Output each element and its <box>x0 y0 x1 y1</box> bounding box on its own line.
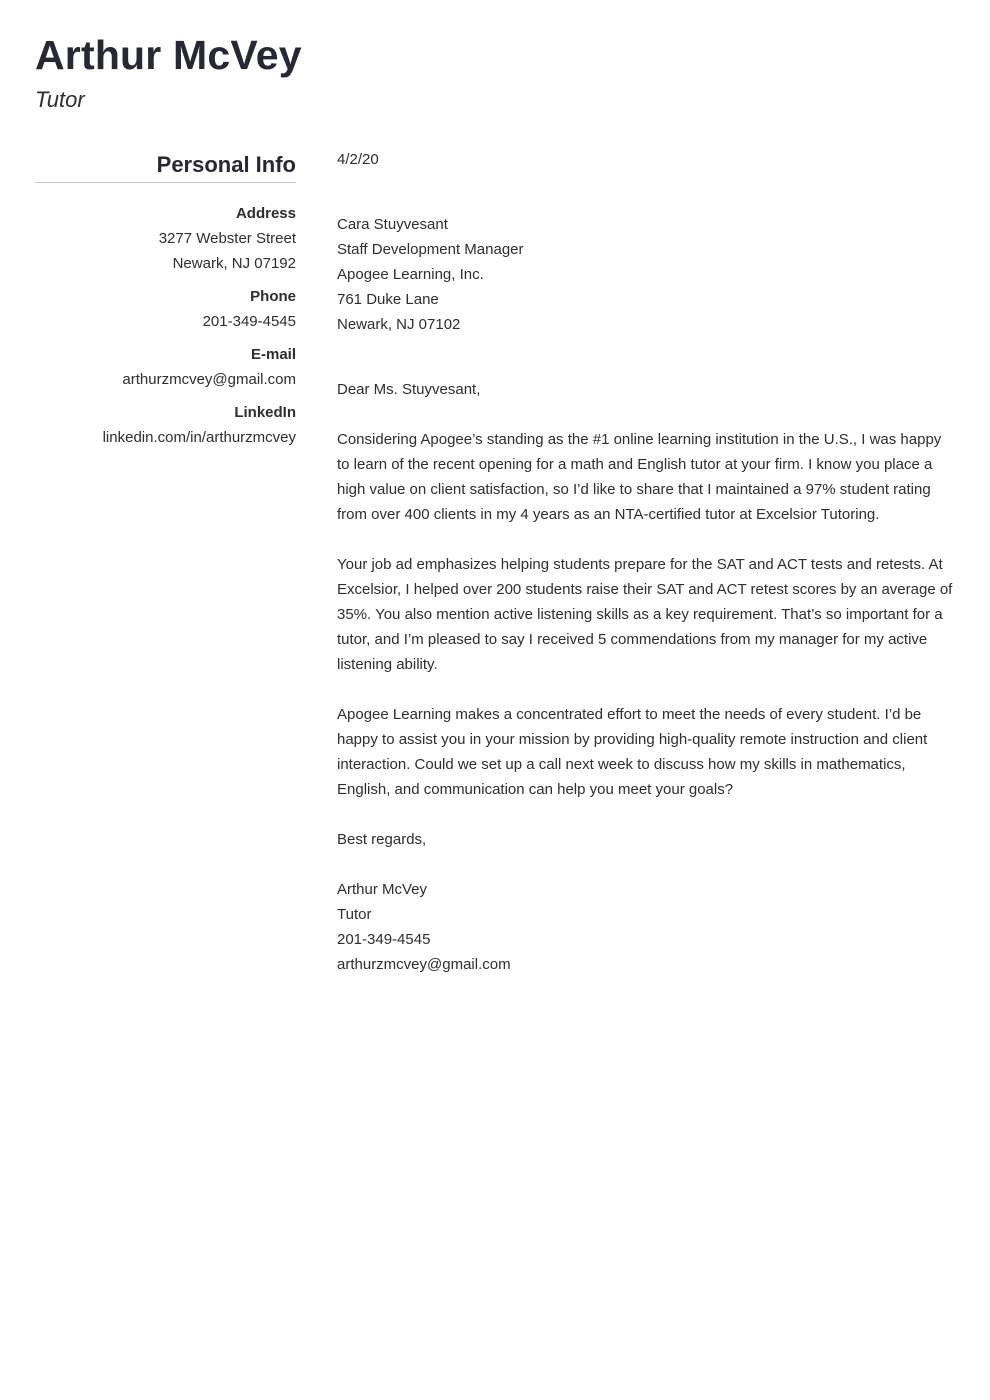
signature-name: Arthur McVey <box>337 881 428 898</box>
phone-value: 201-349-4545 <box>202 313 296 330</box>
cover-letter-body <box>337 147 957 977</box>
salutation: Dear Ms. Stuyvesant, <box>337 381 481 398</box>
resume-header <box>35 30 302 114</box>
linkedin-block <box>35 400 296 450</box>
recipient-street: 761 Duke Lane <box>337 291 439 308</box>
body-paragraph-2: Your job ad emphasizes helping students prepare for the SAT and ACT tests and retests. At Excelsior, I helped over 200 students raise their SAT and ACT retest scores by an average of 35%. You also mention active listening skills as a key requirement. That’s so important for a tutor, and I’m pleased to say I received 5 commendations from my manager for my active listening ability. <box>337 556 953 673</box>
recipient-name: Cara Stuyvesant <box>337 216 448 233</box>
address-line-2: Newark, NJ 07192 <box>172 255 296 272</box>
linkedin-value[interactable]: linkedin.com/in/arthurzmcvey <box>102 429 296 446</box>
body-paragraph-1: Considering Apogee’s standing as the #1 online learning institution in the U.S., I was happy to learn of the recent opening for a math and English tutor at your firm. I know you place a high value on client satisfaction, so I’d like to share that I maintained a 97% student rating from over 400 clients in my 4 years as an NTA-certified tutor at Excelsior Tutoring. <box>337 431 942 523</box>
applicant-title: Tutor <box>35 87 85 112</box>
email-block <box>35 342 296 392</box>
recipient-company: Apogee Learning, Inc. <box>337 266 484 283</box>
recipient-position: Staff Development Manager <box>337 241 524 258</box>
address-label: Address <box>235 205 296 222</box>
signature-title: Tutor <box>337 906 372 923</box>
signature-email[interactable]: arthurzmcvey@gmail.com <box>337 956 511 973</box>
recipient-block <box>337 212 957 337</box>
address-block <box>35 201 296 276</box>
email-value[interactable]: arthurzmcvey@gmail.com <box>122 371 296 388</box>
phone-block <box>35 284 296 334</box>
letter-date: 4/2/20 <box>337 151 379 168</box>
phone-label: Phone <box>250 288 296 305</box>
body-paragraph-3: Apogee Learning makes a concentrated effort to meet the needs of every student. I’d be happy to assist you in your mission by providing high-quality remote instruction and client interaction. Could we set up a call next week to discuss how my skills in mathematics, English, and communication can help you meet your goals? <box>337 706 928 798</box>
linkedin-label: LinkedIn <box>234 404 296 421</box>
email-label: E-mail <box>250 346 296 363</box>
signature-block <box>337 877 957 977</box>
address-line-1: 3277 Webster Street <box>158 230 296 247</box>
applicant-name: Arthur McVey <box>35 32 302 78</box>
signature-phone: 201-349-4545 <box>337 931 431 948</box>
closing: Best regards, <box>337 831 427 848</box>
recipient-city: Newark, NJ 07102 <box>337 316 461 333</box>
personal-info-heading: Personal Info <box>35 150 296 183</box>
personal-info-sidebar <box>35 150 296 450</box>
